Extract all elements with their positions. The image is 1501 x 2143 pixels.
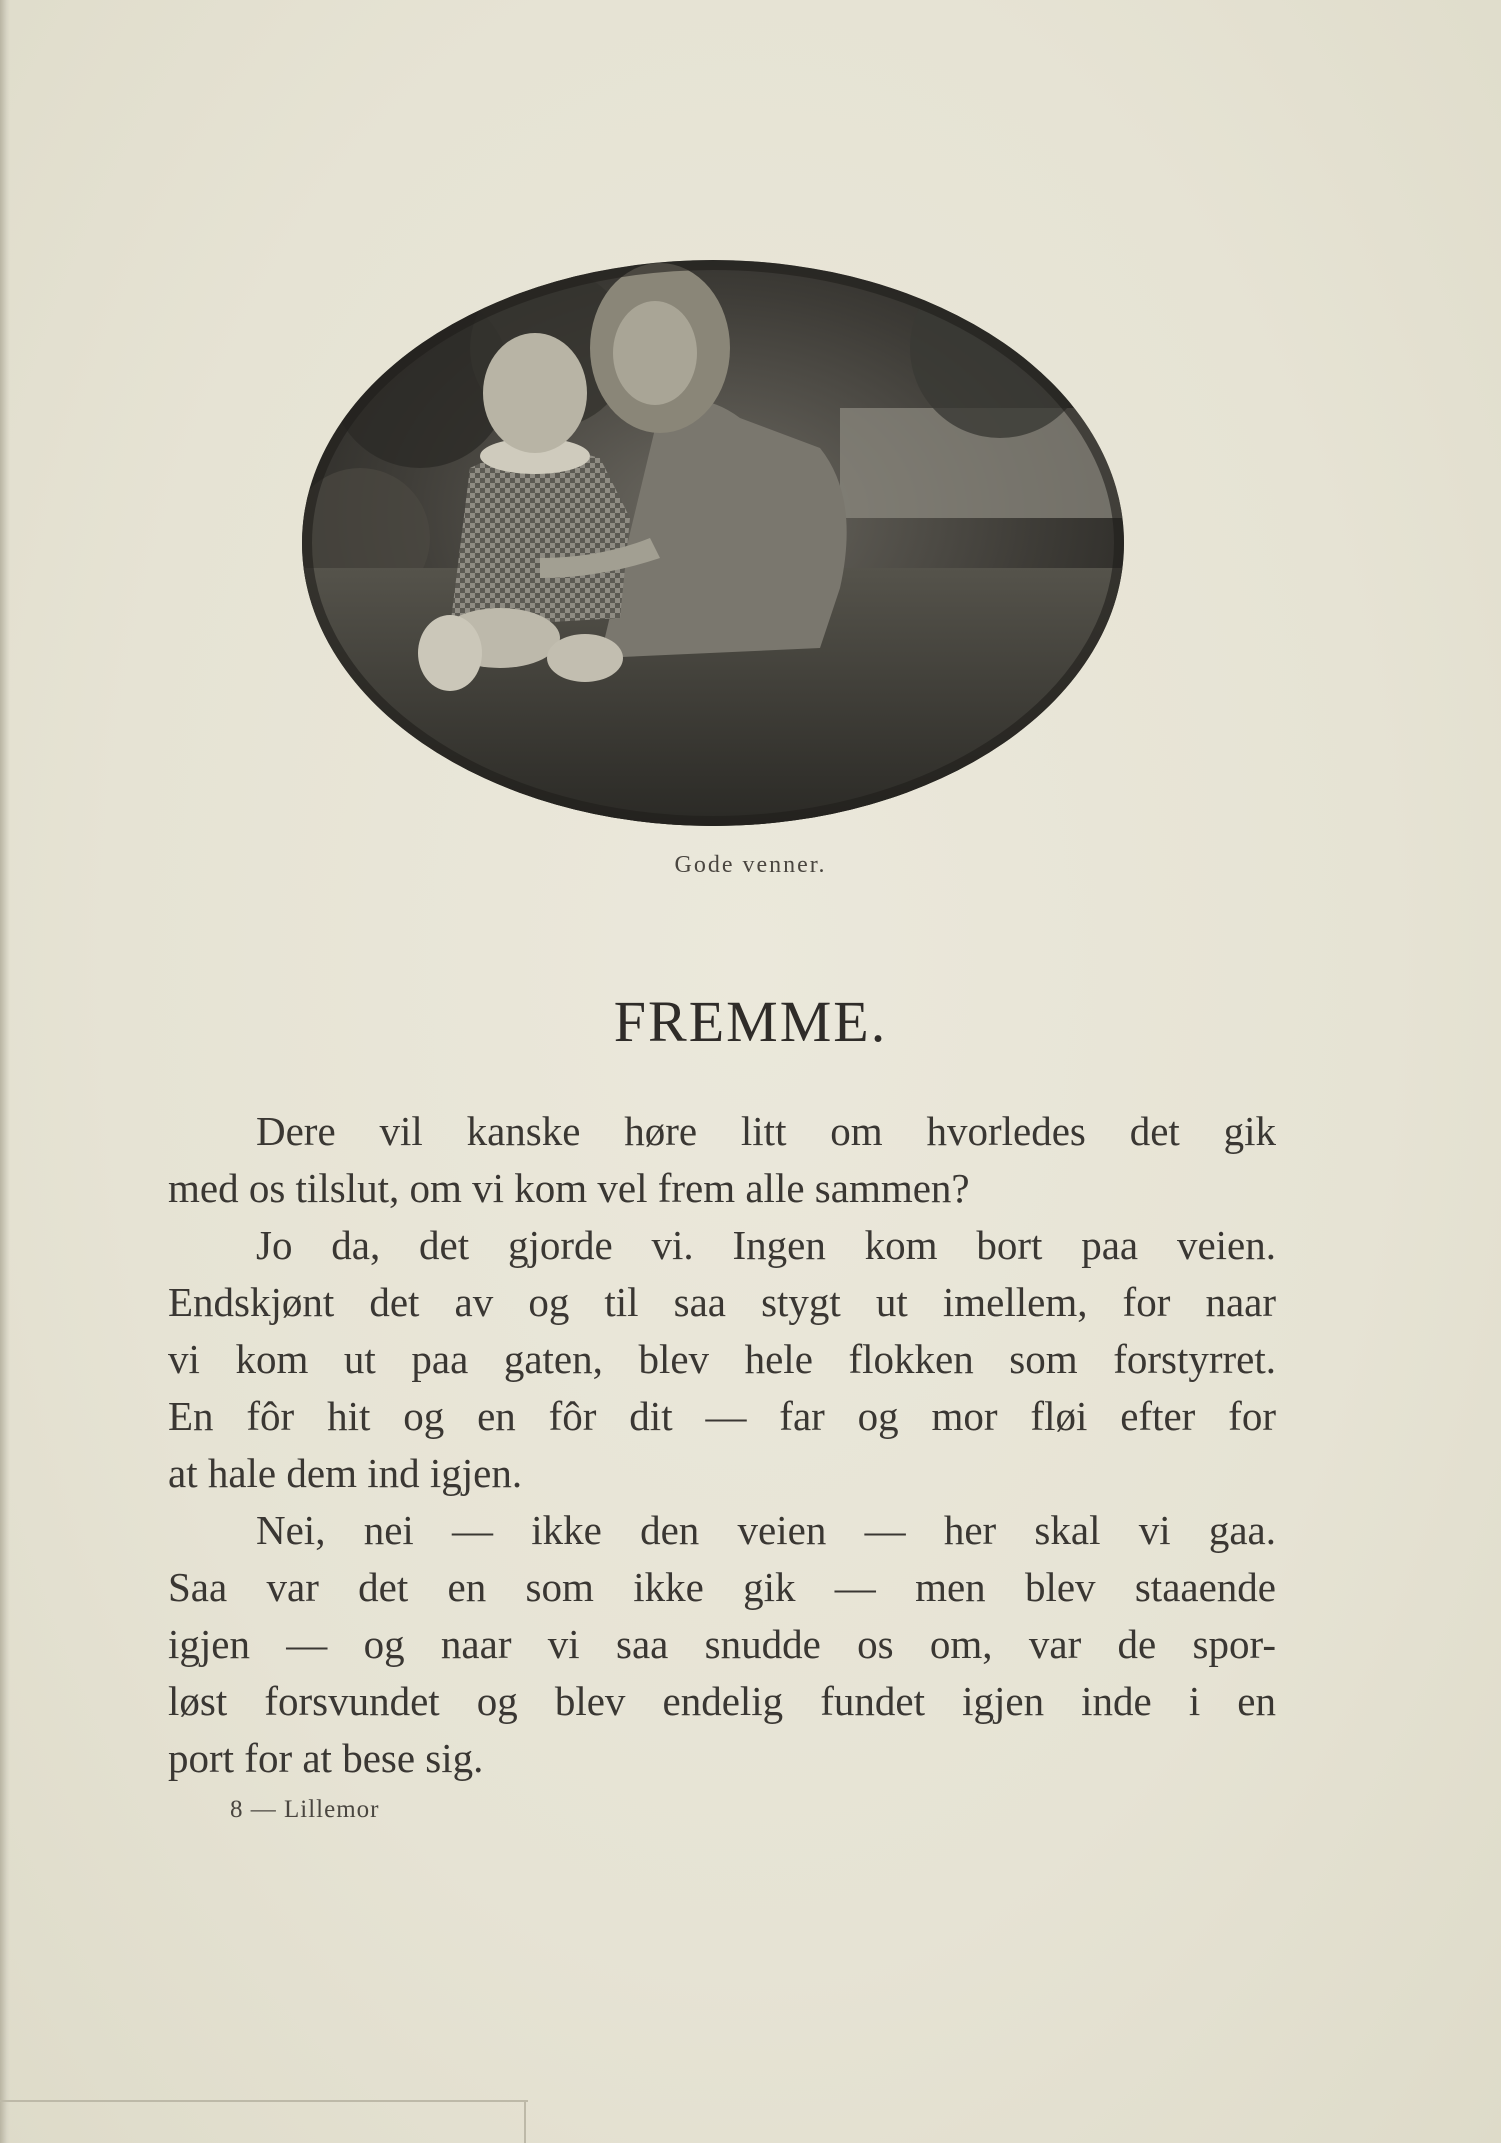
- oval-photograph: [300, 258, 1126, 828]
- text-line: Endskjønt det av og til saa stygt ut imellem, for naar: [168, 1279, 1276, 1325]
- chapter-body: [168, 1103, 1276, 1787]
- paragraph-2: [168, 1217, 1276, 1502]
- page-signature: 8 — Lillemor: [230, 1796, 380, 1823]
- text-line: løst forsvundet og blev endelig fundet igjen inde i en: [168, 1678, 1276, 1724]
- paragraph-3: [168, 1502, 1276, 1787]
- text-line: igjen — og naar vi saa snudde os om, var de spor-: [168, 1621, 1276, 1667]
- chapter-title: FREMME.: [613, 989, 888, 1054]
- text-line: Saa var det en som ikke gik — men blev staaende: [168, 1564, 1276, 1610]
- text-line: med os tilslut, om vi kom vel frem alle sammen?: [168, 1165, 970, 1211]
- text-line: En fôr hit og en fôr dit — far og mor fløi efter for: [168, 1393, 1276, 1439]
- text-line: Jo da, det gjorde vi. Ingen kom bort paa veien.: [256, 1222, 1276, 1268]
- bottom-rule-tick: [524, 2100, 526, 2143]
- photo-caption: Gode venner.: [674, 852, 827, 878]
- text-line: Dere vil kanske høre litt om hvorledes det gik: [256, 1108, 1276, 1154]
- bottom-rule-line: [0, 2100, 528, 2102]
- text-line: at hale dem ind igjen.: [168, 1450, 523, 1496]
- paragraph-1: [168, 1103, 1276, 1217]
- text-line: Nei, nei — ikke den veien — her skal vi gaa.: [256, 1507, 1276, 1553]
- text-line: vi kom ut paa gaten, blev hele flokken som forstyrret.: [168, 1336, 1276, 1382]
- text-line: port for at bese sig.: [168, 1735, 484, 1781]
- page-left-edge: [0, 0, 10, 2143]
